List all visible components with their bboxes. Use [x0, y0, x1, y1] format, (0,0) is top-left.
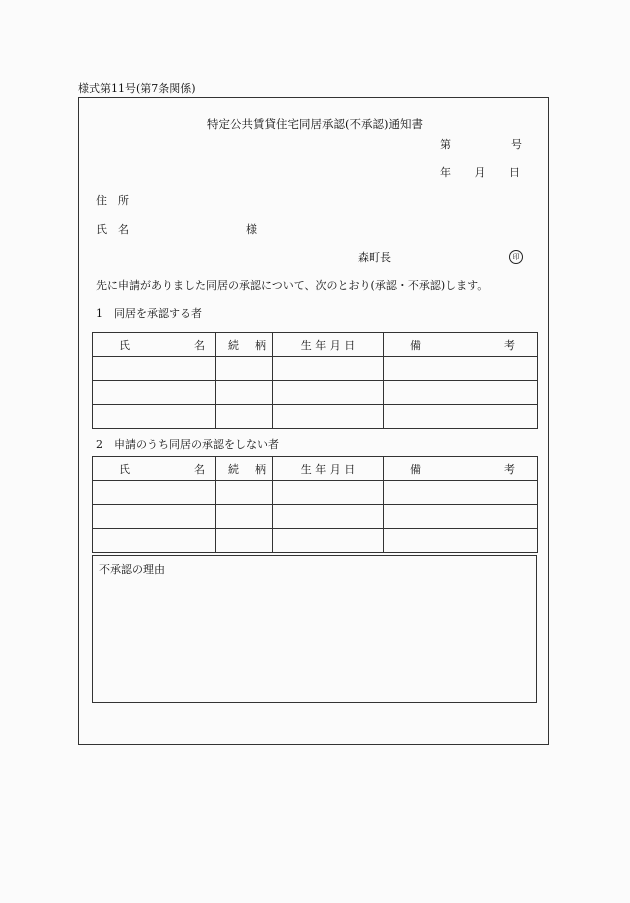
reason-box: [92, 555, 537, 703]
header-relation: 続 柄: [216, 333, 273, 357]
section2-title: 2 申請のうち同居の承認をしない者: [96, 438, 279, 451]
date-month: 月: [474, 166, 486, 179]
header-remarks: 備 考: [384, 457, 538, 481]
table-row: [93, 529, 538, 553]
header-name: 氏 名: [93, 333, 216, 357]
date-line: [440, 164, 520, 180]
approved-table: [92, 332, 538, 429]
issuer: 森町長: [358, 251, 391, 264]
header-remarks: 備 考: [384, 333, 538, 357]
date-day: 日: [509, 166, 520, 179]
address-label: 住 所: [96, 194, 129, 207]
section1-title: 1 同居を承認する者: [96, 307, 202, 320]
form-label: 様式第11号(第7条関係): [78, 82, 196, 95]
table-row: [93, 505, 538, 529]
table-row: [93, 357, 538, 381]
table-header-row: [93, 457, 538, 481]
header-relation: 続 柄: [216, 457, 273, 481]
number-suffix: 号: [511, 138, 522, 151]
disapproved-table: [92, 456, 538, 553]
reason-label: 不承認の理由: [99, 563, 165, 576]
page-title: 特定公共賃貸住宅同居承認(不承認)通知書: [207, 117, 423, 131]
honorific: 様: [246, 223, 257, 236]
table-row: [93, 381, 538, 405]
header-name: 氏 名: [93, 457, 216, 481]
number-line: [440, 136, 522, 152]
date-year: 年: [440, 166, 451, 179]
body-text: 先に申請がありました同居の承認について、次のとおり(承認・不承認)します。: [96, 279, 489, 292]
table-row: [93, 405, 538, 429]
seal-mark: 印: [509, 249, 523, 264]
header-birth: 生 年 月 日: [273, 333, 384, 357]
table-header-row: [93, 333, 538, 357]
name-label: 氏 名: [96, 223, 129, 236]
number-prefix: 第: [440, 138, 451, 151]
table-row: [93, 481, 538, 505]
header-birth: 生 年 月 日: [273, 457, 384, 481]
